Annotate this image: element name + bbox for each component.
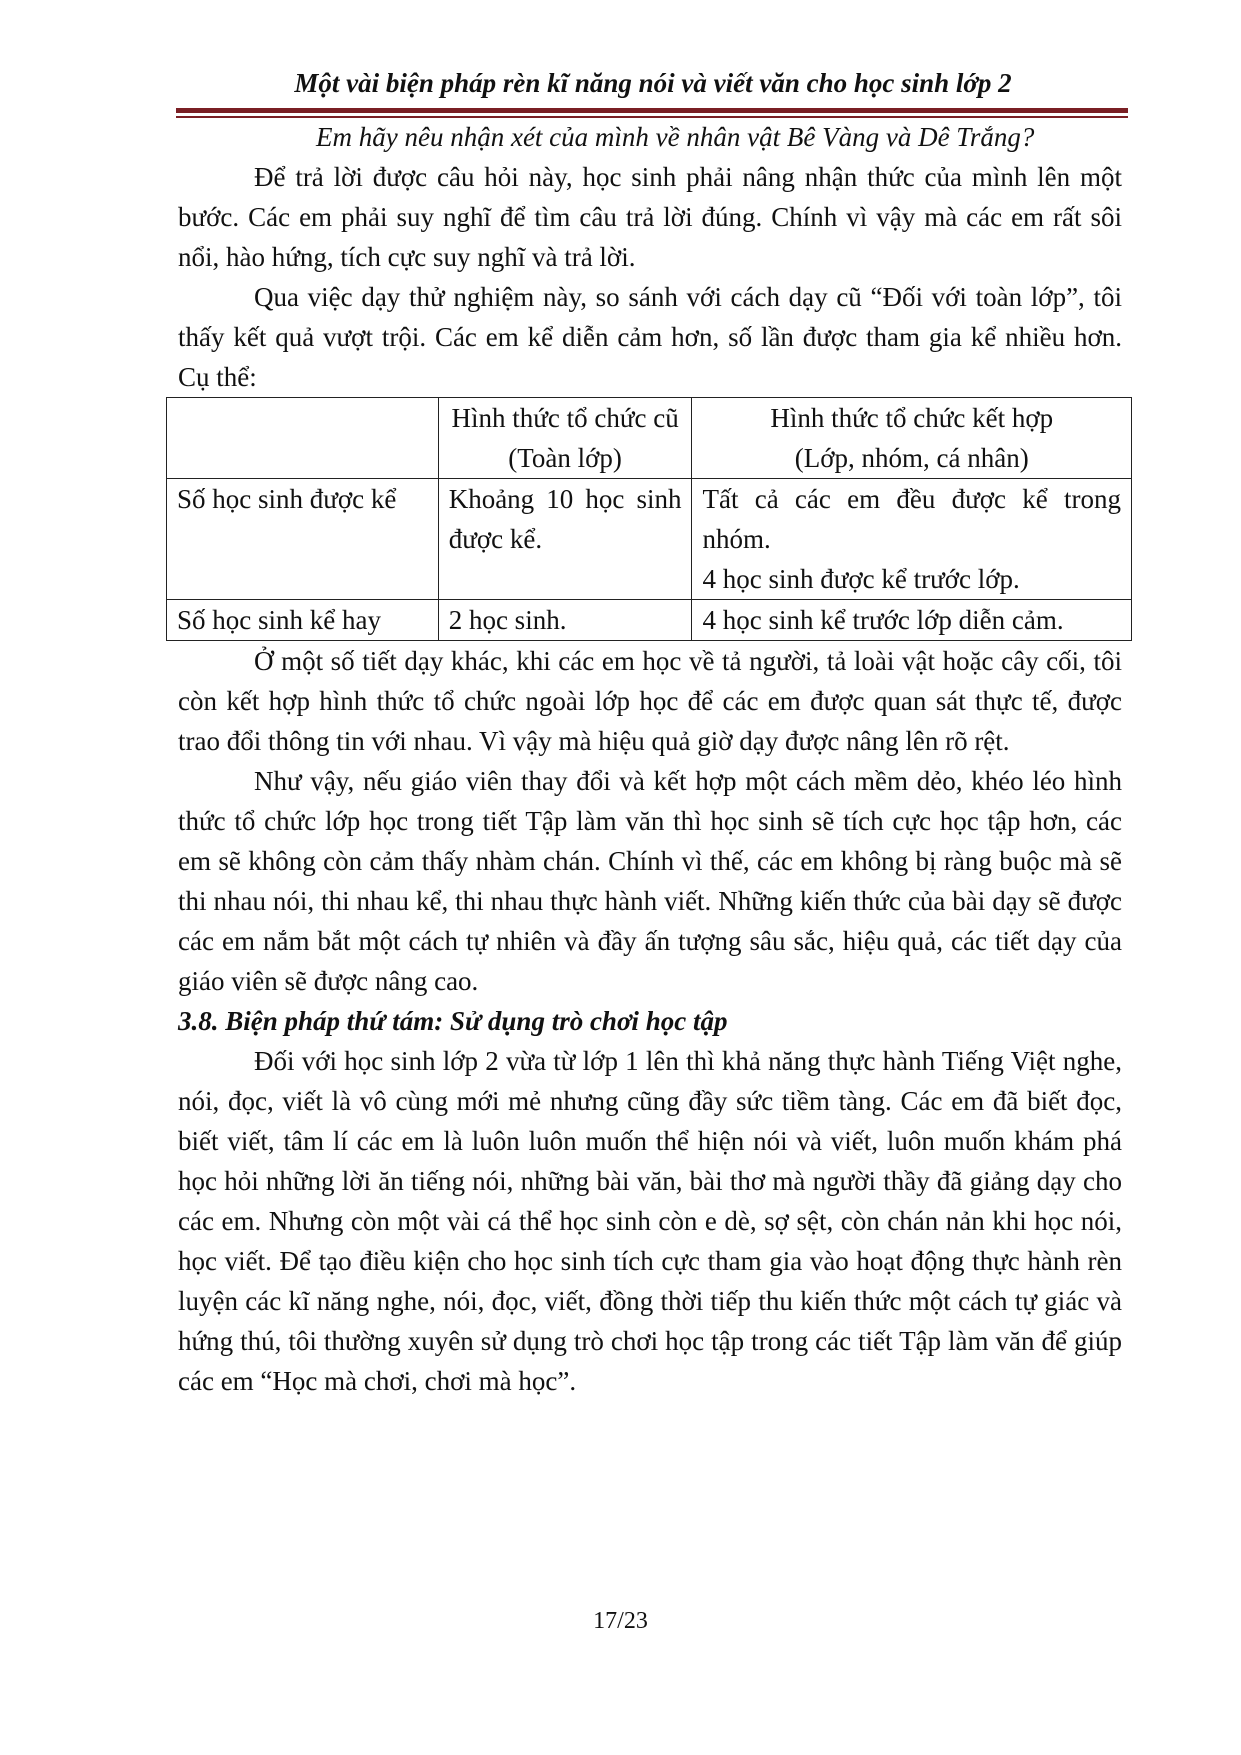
table-header-old-line1: Hình thức tổ chức cũ: [451, 403, 679, 433]
table-row: [167, 479, 1132, 600]
page-number: 17/23: [593, 1608, 648, 1634]
table-header-empty: [167, 398, 439, 479]
paragraph-5: Đối với học sinh lớp 2 vừa từ lớp 1 lên thì khả năng thực hành Tiếng Việt nghe, nói, đọc, viết là vô cùng mới mẻ nhưng cũng đầy sức tiềm tàng. Các em đã biết đọc, biết viết, tâm lí các em là luôn luôn muốn thể hiện nói và viết, luôn muốn khám phá học hỏi những lời ăn tiếng nói, những bài văn, bài thơ mà người thầy đã giảng dạy cho các em. Nhưng còn một vài cá thể học sinh còn e dè, sợ sệt, còn chán nản khi học nói, học viết. Để tạo điều kiện cho học sinh tích cực tham gia vào hoạt động thực hành rèn luyện các kĩ năng nghe, nói, đọc, viết, đồng thời tiếp thu kiến thức một cách tự giác và hứng thú, tôi thường xuyên sử dụng trò chơi học tập trong các tiết Tập làm văn để giúp các em “Học mà chơi, chơi mà học”.: [178, 1046, 1122, 1396]
table-header-row: [167, 398, 1132, 479]
page-header-title: Một vài biện pháp rèn kĩ năng nói và viết văn cho học sinh lớp 2: [294, 68, 1012, 98]
table-row1-new-line2: 4 học sinh được kể trước lớp.: [702, 564, 1020, 594]
table-row1-label: Số học sinh được kể: [167, 479, 439, 600]
paragraph-4: Như vậy, nếu giáo viên thay đổi và kết hợp một cách mềm dẻo, khéo léo hình thức tổ chức lớp học trong tiết Tập làm văn thì học sinh sẽ tích cực học tập hơn, các em sẽ không còn cảm thấy nhàm chán. Chính vì thế, các em không bị ràng buộc mà sẽ thi nhau nói, thi nhau kể, thi nhau thực hành viết. Những kiến thức của bài dạy sẽ được các em nắm bắt một cách tự nhiên và đầy ấn tượng sâu sắc, hiệu quả, các tiết dạy của giáo viên sẽ được nâng cao.: [178, 766, 1122, 996]
table-row2-new: 4 học sinh kể trước lớp diễn cảm.: [692, 600, 1132, 641]
document-body: [178, 117, 1122, 1401]
table-row1-new: [692, 479, 1132, 600]
table-row: [167, 600, 1132, 641]
paragraph-1: Để trả lời được câu hỏi này, học sinh phải nâng nhận thức của mình lên một bước. Các em phải suy nghĩ để tìm câu trả lời đúng. Chính vì vậy mà các em rất sôi nổi, hào hứng, tích cực suy nghĩ và trả lời.: [178, 162, 1122, 272]
table-header-old: [438, 398, 692, 479]
table-row2-old: 2 học sinh.: [438, 600, 692, 641]
header-rule-thick: [176, 108, 1128, 113]
question-line: Em hãy nêu nhận xét của mình về nhân vật Bê Vàng và Dê Trắng?: [316, 122, 1035, 152]
paragraph-2: Qua việc dạy thử nghiệm này, so sánh với cách dạy cũ “Đối với toàn lớp”, tôi thấy kết quả vượt trội. Các em kể diễn cảm hơn, số lần được tham gia kể nhiều hơn. Cụ thể:: [178, 282, 1122, 392]
paragraph-3: Ở một số tiết dạy khác, khi các em học về tả người, tả loài vật hoặc cây cối, tôi còn kết hợp hình thức tổ chức ngoài lớp học để các em được quan sát thực tế, được trao đổi thông tin với nhau. Vì vậy mà hiệu quả giờ dạy được nâng lên rõ rệt.: [178, 646, 1122, 756]
section-heading: 3.8. Biện pháp thứ tám: Sử dụng trò chơi học tập: [178, 1006, 728, 1036]
table-row1-old: Khoảng 10 học sinh được kể.: [438, 479, 692, 600]
table-row2-label: Số học sinh kể hay: [167, 600, 439, 641]
table-header-new-line1: Hình thức tổ chức kết hợp: [770, 403, 1054, 433]
comparison-table: [166, 397, 1132, 641]
table-header-old-line2: (Toàn lớp): [508, 443, 622, 473]
table-row1-new-line1: Tất cả các em đều được kể trong nhóm.: [702, 484, 1121, 554]
table-header-new-line2: (Lớp, nhóm, cá nhân): [794, 443, 1029, 473]
table-header-new: [692, 398, 1132, 479]
